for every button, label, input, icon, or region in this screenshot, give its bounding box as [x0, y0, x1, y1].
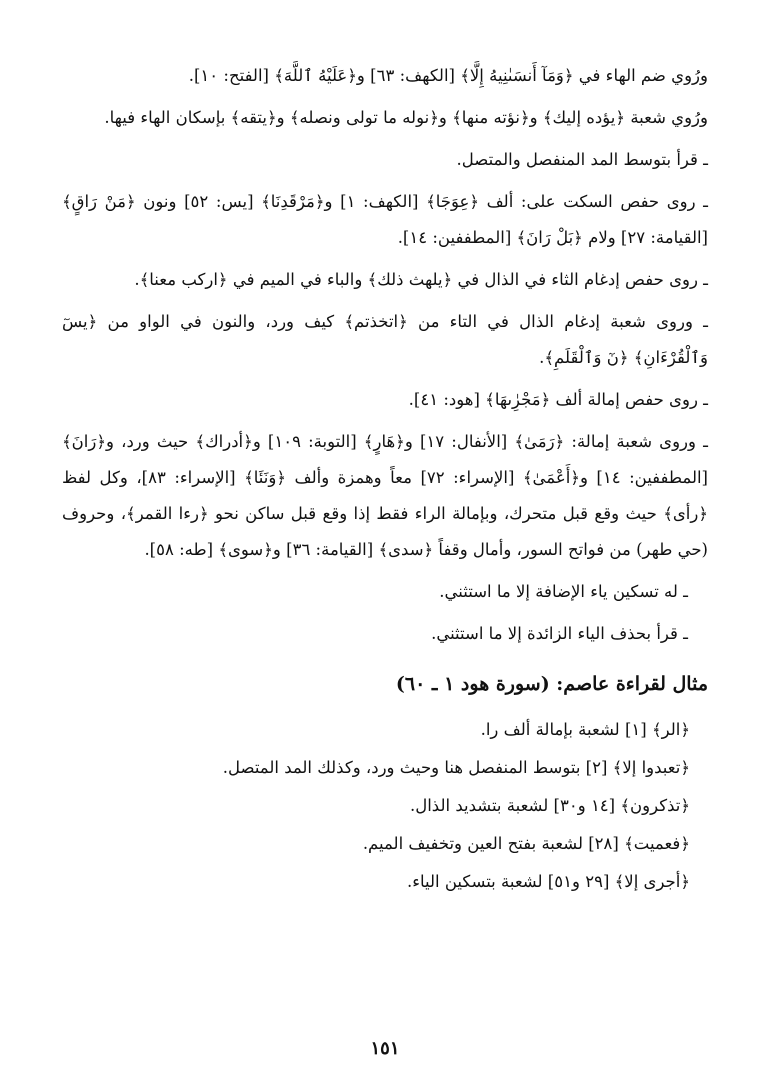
paragraph-imala-hafs: ـ روى حفص إمالة ألف ﴿مَجْرِٰىهَا﴾ [هود: ٤١]. [408, 390, 708, 409]
page-number: ١٥١ [370, 1038, 400, 1059]
example-item: ﴿أجرى إلا﴾ [٢٩ و٥١] لشعبة بتسكين الياء. [406, 872, 690, 891]
example-item: ﴿تذكرون﴾ [١٤ و٣٠] لشعبة بتشديد الذال. [409, 796, 690, 815]
paragraph-tawassut-madd: ـ قرأ بتوسط المد المنفصل والمتصل. [456, 150, 708, 169]
paragraph-damm-haa: ورُوي ضم الهاء في ﴿وَمَآ أَنسَىٰنِيهُ إِلَّا﴾ [الكهف: ٦٣] و﴿عَلَيْهُ ٱللَّهَ﴾ [الفتح: ١٠]. [188, 66, 708, 85]
paragraph-idgham-hafs: ـ روى حفص إدغام الثاء في الذال في ﴿يلهث ذلك﴾ والباء في الميم في ﴿اركب معنا﴾. [134, 270, 708, 289]
paragraph-sakt-hafs: ـ روى حفص السكت على: ألف ﴿عِوَجَا﴾ [الكهف: ١] و﴿مَرْقَدِنَا﴾ [يس: ٥٢] ونون ﴿مَنْ رَاقٍ﴾ [القيامة: ٢٧] ولام ﴿بَلْ رَانَ﴾ [المطففين: ١٤]. [62, 192, 709, 247]
example-item: ﴿فعميت﴾ [٢٨] لشعبة بفتح العين وتخفيف الميم. [362, 834, 690, 853]
paragraph-iskan-haa: ورُوي شعبة ﴿يؤده إليك﴾ و﴿نؤته منها﴾ و﴿نوله ما تولى ونصله﴾ و﴿يتقه﴾ بإسكان الهاء فيها. [104, 108, 708, 127]
paragraph-imala-shuba: ـ وروى شعبة إمالة: ﴿رَمَىٰ﴾ [الأنفال: ١٧] و﴿هَارٍ﴾ [التوبة: ١٠٩] و﴿أدراك﴾ حيث ورد، و﴿رَانَ﴾ [المطففين: ١٤] و﴿أَعْمَىٰ﴾ [الإسراء: ٧٢] معاً وهمزة وألف ﴿وَنَئَا﴾ [الإسراء: ٨٣]، وكل لفظ ﴿رأى﴾ حيث وقع قبل متحرك، وبإمالة الراء فقط إذا وقع قبل ساكن نحو ﴿رءا القمر﴾، وحروف (حي طهر) من فواتح السور، وأمال وقفاً ﴿سدى﴾ [القيامة: ٣٦] و﴿سوى﴾ [طه: ٥٨]. [62, 432, 708, 559]
paragraph-idgham-shuba: ـ وروى شعبة إدغام الذال في التاء من ﴿اتخذتم﴾ كيف ورد، والنون في الواو من ﴿يسٓ وَٱلْقُرْءَانِ﴾ ﴿نٓ وَٱلْقَلَمِ﴾. [62, 312, 708, 367]
example-item: ﴿الر﴾ [١] لشعبة بإمالة ألف را. [480, 720, 690, 739]
paragraph-hadhf-yaa: ـ قرأ بحذف الياء الزائدة إلا ما استثني. [431, 624, 688, 643]
example-item: ﴿تعبدوا إلا﴾ [٢] بتوسط المنفصل هنا وحيث ورد، وكذلك المد المتصل. [222, 758, 690, 777]
section-heading: مثال لقراءة عاصم: (سورة هود ١ ـ ٦٠) [395, 673, 708, 695]
paragraph-taskin-yaa: ـ له تسكين ياء الإضافة إلا ما استثني. [439, 582, 688, 601]
